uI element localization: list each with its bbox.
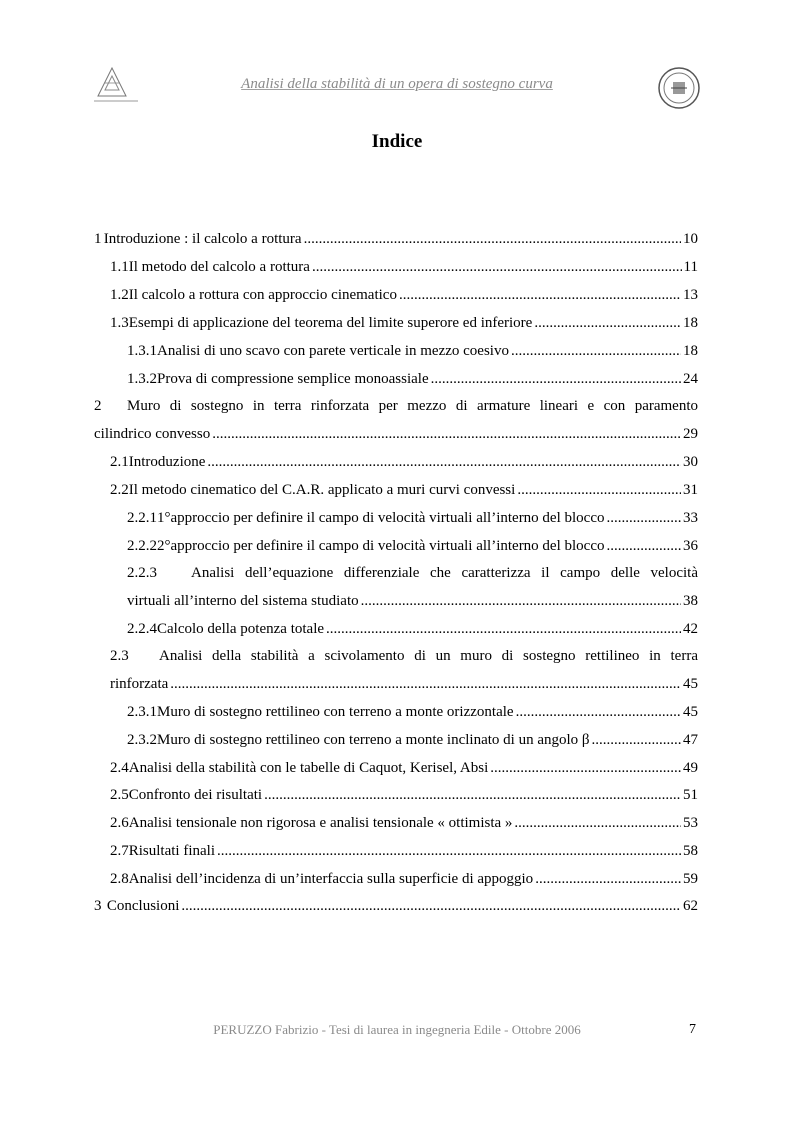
toc-title: Conclusioni (106, 898, 180, 914)
university-seal-icon (657, 66, 701, 110)
toc-entry[interactable] (94, 892, 698, 920)
toc-title: 1°approccio per definire il campo di velocità virtuali all’interno del blocco (157, 510, 605, 526)
toc-entry[interactable] (127, 726, 698, 754)
toc-number: 2.2 (110, 482, 129, 498)
toc-leader (264, 781, 681, 809)
toc-page: 31 (683, 482, 698, 498)
toc-number: 2.1 (110, 454, 129, 470)
page-header (0, 62, 794, 112)
toc-leader (535, 865, 681, 893)
toc-title: Prova di compressione semplice monoassiale (157, 371, 429, 387)
toc-entry[interactable] (127, 615, 698, 643)
toc-page: 59 (683, 871, 698, 887)
toc-entry[interactable] (110, 865, 698, 893)
toc-title: Calcolo della potenza totale (157, 621, 325, 637)
toc-title: Analisi dell’equazione differenziale che caratterizza il campo delle velocità (191, 565, 698, 581)
toc-entry[interactable] (127, 532, 698, 560)
toc-page: 18 (683, 343, 698, 359)
toc-entry-continuation[interactable] (110, 670, 698, 698)
toc-leader (361, 587, 681, 615)
toc-leader (592, 726, 681, 754)
toc-entry[interactable] (110, 809, 698, 837)
toc-title: Analisi dell’incidenza di un’interfaccia sulla superficie di appoggio (128, 871, 534, 887)
toc-leader (304, 225, 681, 253)
toc-page: 11 (683, 259, 698, 275)
toc-title: Muro di sostegno rettilineo con terreno a monte inclinato di un angolo β (157, 732, 590, 748)
toc-page: 45 (683, 676, 698, 692)
toc-title: Il metodo cinematico del C.A.R. applicato a muri curvi convessi (128, 482, 516, 498)
toc-page: 49 (683, 760, 698, 776)
toc-entry-continuation[interactable] (127, 587, 698, 615)
toc-title: Analisi della stabilità con le tabelle di Caquot, Kerisel, Absi (128, 760, 489, 776)
toc-leader (326, 615, 681, 643)
footer-text: PERUZZO Fabrizio - Tesi di laurea in ingegneria Edile - Ottobre 2006 (213, 1022, 581, 1037)
toc-page: 47 (683, 732, 698, 748)
toc-page: 33 (683, 510, 698, 526)
toc-title: Il metodo del calcolo a rottura (128, 259, 310, 275)
toc-page: 62 (683, 898, 698, 914)
toc-page: 24 (683, 371, 698, 387)
toc-leader (181, 892, 681, 920)
toc-number: 1.3 (110, 315, 129, 331)
toc-entry[interactable] (110, 642, 698, 670)
toc-leader (490, 754, 681, 782)
toc-number: 3 (94, 898, 102, 914)
toc-number: 2.2.4 (127, 621, 157, 637)
toc-leader (207, 448, 681, 476)
toc-title: rinforzata (110, 676, 169, 692)
toc-leader (607, 504, 682, 532)
toc-entry[interactable] (127, 504, 698, 532)
toc-leader (534, 309, 681, 337)
toc-title: Analisi della stabilità a scivolamento di un muro di sostegno rettilineo in terra (159, 648, 698, 664)
toc-entry[interactable] (110, 837, 698, 865)
toc-page: 18 (683, 315, 698, 331)
toc-title: Confronto dei risultati (128, 787, 263, 803)
toc-entry[interactable] (110, 476, 698, 504)
toc-title: Introduzione : il calcolo a rottura (103, 231, 302, 247)
toc-number: 2.5 (110, 787, 129, 803)
toc-title: Risultati finali (128, 843, 215, 859)
toc-entry-continuation[interactable] (94, 420, 698, 448)
toc-number: 2.7 (110, 843, 129, 859)
toc-leader (212, 420, 681, 448)
toc-page: 53 (683, 815, 698, 831)
toc-entry[interactable] (110, 281, 698, 309)
toc-title: cilindrico convesso (94, 426, 211, 442)
toc-page: 13 (683, 287, 698, 303)
toc-title: 2°approccio per definire il campo di velocità virtuali all’interno del blocco (157, 538, 605, 554)
toc-page: 10 (683, 231, 698, 247)
toc-leader (607, 532, 682, 560)
toc-title: Il calcolo a rottura con approccio cinematico (128, 287, 397, 303)
toc-number: 2.2.3 (127, 565, 157, 581)
toc-number: 2.3.2 (127, 732, 157, 748)
toc-entry[interactable] (110, 448, 698, 476)
toc-entry[interactable] (127, 698, 698, 726)
toc-page: 42 (683, 621, 698, 637)
toc-entry[interactable] (127, 559, 698, 587)
toc-number: 2.2.2 (127, 538, 157, 554)
toc-title: Analisi di uno scavo con parete verticale in mezzo coesivo (157, 343, 509, 359)
toc-number: 2.6 (110, 815, 129, 831)
toc-number: 1.3.2 (127, 371, 157, 387)
toc-title: Muro di sostegno rettilineo con terreno a monte orizzontale (157, 704, 514, 720)
toc-number: 2 (94, 398, 102, 414)
toc-title: Analisi tensionale non rigorosa e analisi tensionale « ottimista » (128, 815, 513, 831)
toc-leader (170, 670, 681, 698)
page-title: Indice (371, 131, 423, 152)
toc-title: Muro di sostegno in terra rinforzata per mezzo di armature lineari e con paramento (127, 398, 698, 414)
toc-leader (511, 337, 681, 365)
toc-leader (399, 281, 681, 309)
toc-entry[interactable] (127, 365, 698, 393)
toc-entry[interactable] (94, 225, 698, 253)
toc-page: 51 (683, 787, 698, 803)
toc-page: 29 (683, 426, 698, 442)
toc-title: Esempi di applicazione del teorema del limite superore ed inferiore (128, 315, 533, 331)
toc-leader (312, 253, 682, 281)
footer-page-number: 7 (689, 1022, 696, 1037)
toc-number: 1 (94, 231, 102, 247)
toc-number: 2.2.1 (127, 510, 157, 526)
toc-number: 2.3.1 (127, 704, 157, 720)
toc-number: 1.1 (110, 259, 129, 275)
toc-number: 2.4 (110, 760, 129, 776)
toc-entry[interactable] (94, 392, 698, 420)
toc-page: 30 (683, 454, 698, 470)
toc-leader (217, 837, 681, 865)
toc-entry[interactable] (127, 337, 698, 365)
toc-leader (514, 809, 681, 837)
toc-page: 58 (683, 843, 698, 859)
toc-title: virtuali all’interno del sistema studiato (127, 593, 359, 609)
toc-number: 2.3 (110, 648, 129, 664)
toc-page: 38 (683, 593, 698, 609)
toc-title: Introduzione (128, 454, 206, 470)
toc-number: 1.2 (110, 287, 129, 303)
header-title: Analisi della stabilità di un opera di sostegno curva (241, 76, 553, 92)
toc-leader (517, 476, 681, 504)
toc-entry[interactable] (110, 781, 698, 809)
toc-number: 1.3.1 (127, 343, 157, 359)
toc-leader (431, 365, 681, 393)
toc-entry[interactable] (110, 309, 698, 337)
toc-page: 45 (683, 704, 698, 720)
toc-entry[interactable] (110, 754, 698, 782)
toc-number: 2.8 (110, 871, 129, 887)
toc-leader (516, 698, 681, 726)
toc-entry[interactable] (110, 253, 698, 281)
toc-page: 36 (683, 538, 698, 554)
